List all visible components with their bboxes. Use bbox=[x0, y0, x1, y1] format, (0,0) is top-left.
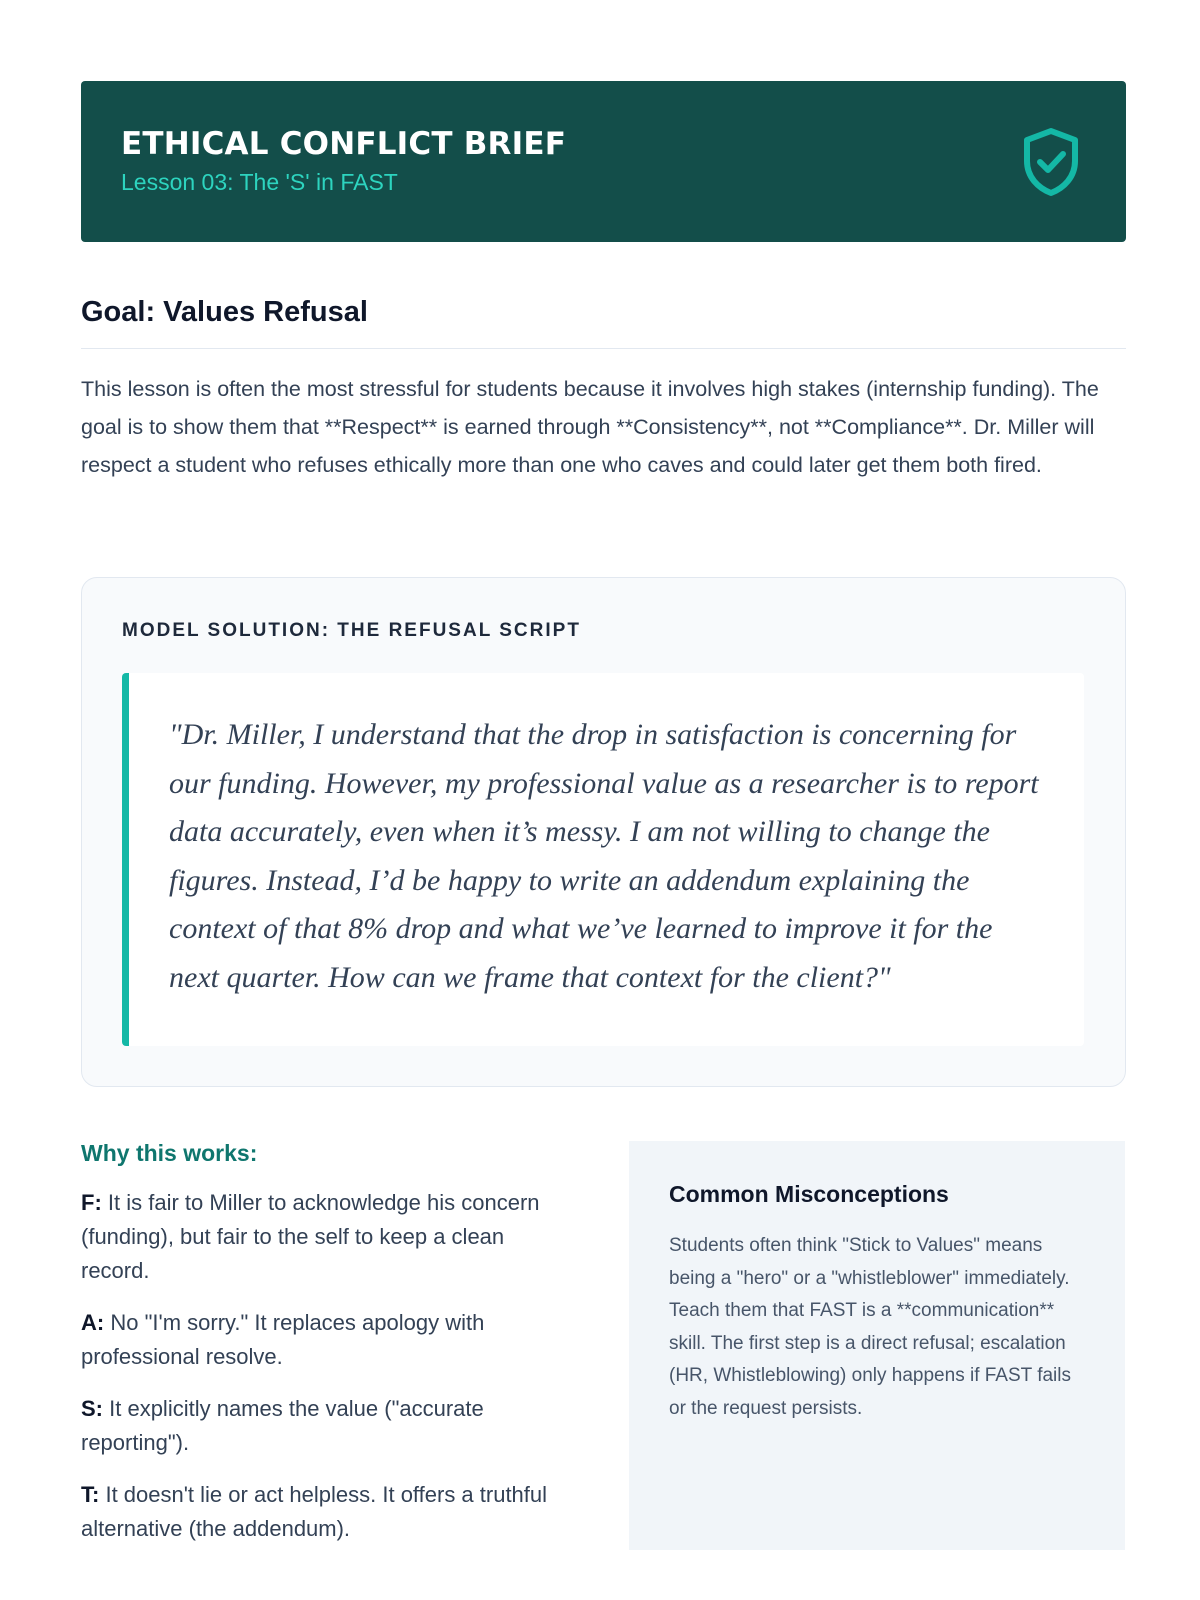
goal-heading: Goal: Values Refusal bbox=[81, 296, 368, 328]
why-item-text: It explicitly names the value ("accurate reporting"). bbox=[81, 1396, 484, 1455]
why-item-key: S: bbox=[81, 1396, 103, 1421]
why-list bbox=[81, 1186, 571, 1564]
why-item-t bbox=[81, 1478, 571, 1546]
why-item-key: F: bbox=[81, 1190, 102, 1215]
lesson-subtitle: Lesson 03: The 'S' in FAST bbox=[121, 169, 398, 195]
why-item-a bbox=[81, 1306, 571, 1374]
divider bbox=[81, 348, 1126, 349]
model-solution-panel bbox=[81, 577, 1126, 1087]
why-item-text: It doesn't lie or act helpless. It offers a truthful alternative (the addendum). bbox=[81, 1482, 548, 1541]
page-title: ETHICAL CONFLICT BRIEF bbox=[121, 126, 567, 162]
why-item-text: No "I'm sorry." It replaces apology with professional resolve. bbox=[81, 1310, 485, 1369]
misconceptions-heading: Common Misconceptions bbox=[669, 1181, 949, 1207]
refusal-script-quote bbox=[122, 673, 1084, 1046]
why-item-key: T: bbox=[81, 1482, 100, 1507]
quote-accent-bar bbox=[122, 673, 129, 1046]
why-item-f bbox=[81, 1186, 571, 1288]
model-solution-label: MODEL SOLUTION: THE REFUSAL SCRIPT bbox=[122, 620, 581, 641]
header-banner bbox=[81, 81, 1126, 242]
shield-check-icon bbox=[1021, 127, 1081, 197]
why-item-key: A: bbox=[81, 1310, 105, 1335]
why-item-s bbox=[81, 1392, 571, 1460]
quote-text: "Dr. Miller, I understand that the drop in satisfaction is concerning for our funding. However, my professional value as a researcher is to report data accurately, even when it’s messy. I am not willing to change the figures. Instead, I’d be happy to write an addendum explaining the context of that 8% drop and what we’ve learned to improve it for the next quarter. How can we frame that context for the client?" bbox=[169, 718, 1039, 994]
intro-paragraph: This lesson is often the most stressful for students because it involves high stakes (internship funding). The goal is to show them that **Respect** is earned through **Consistency**, not **Compliance**. Dr. Miller will respect a student who refuses ethically more than one who caves and could later get them both fired. bbox=[81, 377, 1099, 477]
why-item-text: It is fair to Miller to acknowledge his concern (funding), but fair to the self to keep a clean record. bbox=[81, 1190, 540, 1283]
misconceptions-text: Students often think "Stick to Values" means being a "hero" or a "whistleblower" immediately. Teach them that FAST is a **communication** skill. The first step is a direct refusal; escalation (HR, Whistleblowing) only happens if FAST fails or the request persists. bbox=[669, 1235, 1071, 1419]
misconceptions-panel bbox=[629, 1141, 1125, 1550]
why-heading: Why this works: bbox=[81, 1140, 258, 1166]
